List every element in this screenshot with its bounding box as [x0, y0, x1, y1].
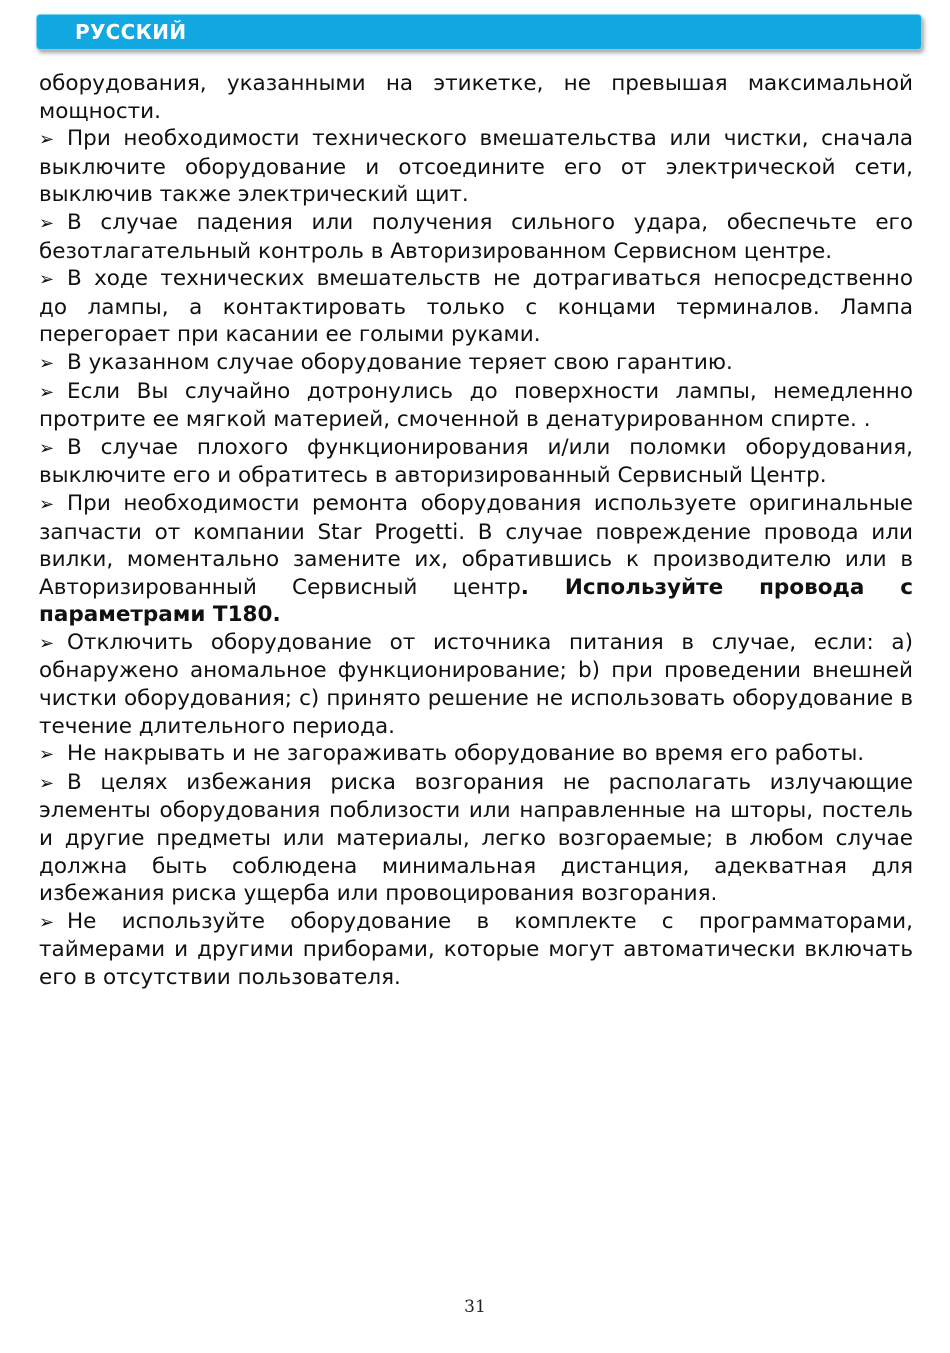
language-title: РУССКИЙ [75, 20, 187, 44]
list-item-text: Если Вы случайно дотронулись до поверхности лампы, немедленно протрите ее мягкой материей, смоченной в денатурированном спирте. . [39, 378, 913, 433]
list-item [39, 378, 913, 434]
arrow-bullet-icon: ➢ [39, 352, 55, 374]
list-item [39, 125, 913, 209]
list-item-repair [39, 490, 913, 629]
list-item-text: В указанном случае оборудование теряет свою гарантию. [67, 349, 733, 375]
list-item-text: При необходимости технического вмешательства или чистки, сначала выключите оборудование и отсоедините его от электрической сети, выключив также электрический щит. [39, 126, 913, 208]
arrow-bullet-icon: ➢ [39, 129, 55, 151]
list-item [39, 908, 913, 992]
arrow-bullet-icon: ➢ [39, 212, 55, 234]
cable-requirement-bold: . Используйте провода с параметрами Т180. [39, 574, 913, 628]
list-item [39, 434, 913, 490]
list-item [39, 740, 913, 769]
document-body [39, 70, 913, 992]
list-item-text: В случае падения или получения сильного удара, обеспечьте его безотлагательный контроль в Авторизированном Сервисном центре. [39, 209, 913, 264]
list-item [39, 265, 913, 349]
intro-paragraph: оборудования, указанными на этикетке, не превышая максимальной мощности. [39, 71, 913, 124]
list-item-text: В целях избежания риска возгорания не располагать излучающие элементы оборудования поблизости или направленные на шторы, постель и другие предметы или материалы, легко возгораемые; в любом случае должна быть соблюдена минимальная дистанция, адекватная для избежания риска ущерба или провоцирования возгорания. [39, 769, 913, 907]
list-item [39, 629, 913, 740]
list-item-text: В ходе технических вмешательств не дотрагиваться непосредственно до лампы, а контактировать только с концами терминалов. Лампа перегорает при касании ее голыми руками. [39, 266, 913, 348]
arrow-bullet-icon: ➢ [39, 493, 55, 515]
list-item [39, 769, 913, 908]
list-item [39, 349, 913, 378]
arrow-bullet-icon: ➢ [39, 269, 55, 291]
list-item-text: При необходимости ремонта оборудования используете оригинальные запчасти от компании Star Progetti. В случае повреждение провода или вилки, моментально замените их, обратившись к производителю или в Авторизированный Сервисный центр [39, 490, 913, 600]
arrow-bullet-icon: ➢ [39, 744, 55, 766]
language-header-bar [36, 14, 922, 50]
arrow-bullet-icon: ➢ [39, 911, 55, 933]
list-item-text: Не используйте оборудование в комплекте с программаторами, таймерами и другими приборами, которые могут автоматически включать его в отсутствии пользователя. [39, 908, 913, 990]
arrow-bullet-icon: ➢ [39, 381, 55, 403]
list-item-text: В случае плохого функционирования и/или поломки оборудования, выключите его и обратитесь в авторизированный Сервисный Центр. [39, 434, 913, 489]
arrow-bullet-icon: ➢ [39, 437, 55, 459]
list-item-text: Отключить оборудование от источника питания в случае, если: a) обнаружено аномальное функционирование; b) при проведении внешней чистки оборудования; c) принято решение не использовать оборудование в течение длительного периода. [39, 629, 913, 739]
arrow-bullet-icon: ➢ [39, 772, 55, 794]
list-item-text: Не накрывать и не загораживать оборудование во время его работы. [67, 741, 865, 767]
arrow-bullet-icon: ➢ [39, 632, 55, 654]
page-number: 31 [464, 1297, 486, 1317]
list-item [39, 209, 913, 265]
